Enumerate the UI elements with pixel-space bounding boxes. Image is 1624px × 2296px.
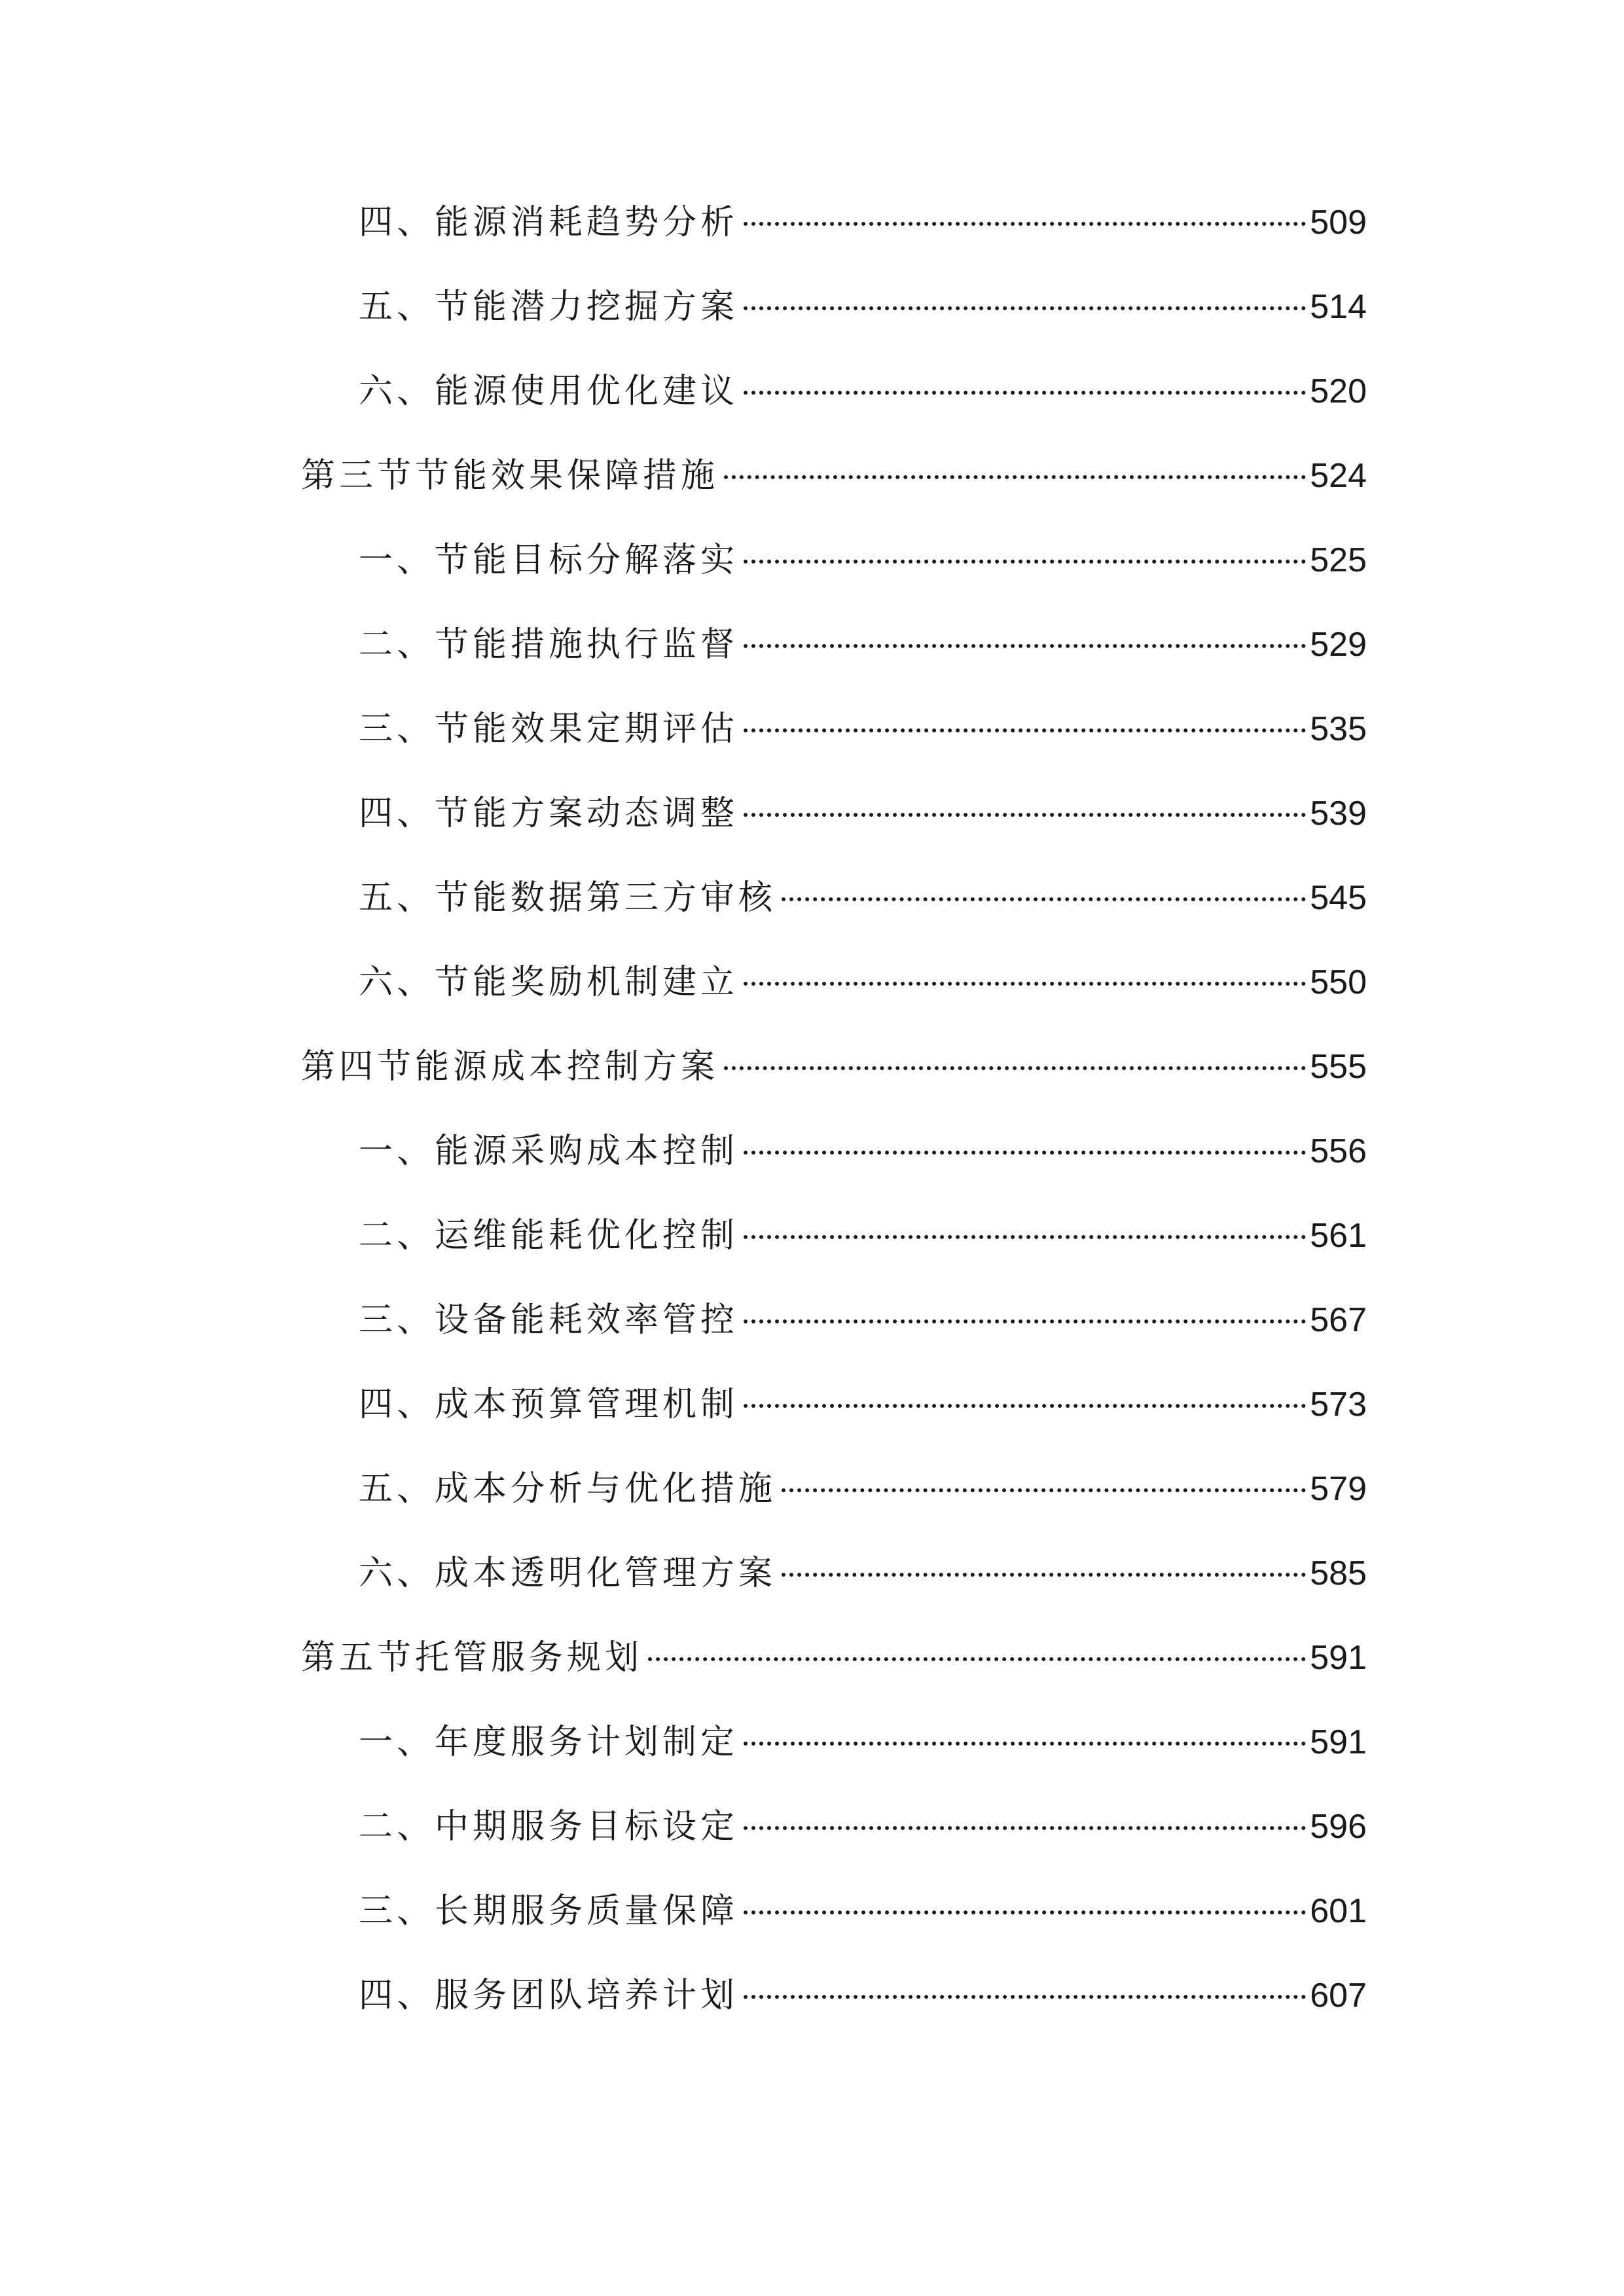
toc-entry-page-number: 573	[1310, 1386, 1367, 1424]
toc-dot-leader	[724, 475, 1306, 479]
toc-entry-page-number: 561	[1310, 1217, 1367, 1255]
toc-entry-title: 第五节托管服务规划	[301, 1638, 643, 1677]
toc-entry-title: 四、能源消耗趋势分析	[359, 203, 739, 242]
toc-subsection-entry[interactable]	[359, 703, 1367, 755]
toc-entry-title: 三、节能效果定期评估	[359, 709, 739, 749]
toc-dot-leader	[744, 728, 1306, 732]
toc-entry-title: 五、成本分析与优化措施	[359, 1469, 777, 1509]
toc-entry-title: 五、节能数据第三方审核	[359, 878, 777, 918]
toc-entry-page-number: 579	[1310, 1470, 1367, 1508]
toc-entry-page-number: 607	[1310, 1977, 1367, 2015]
toc-entry-page-number: 567	[1310, 1301, 1367, 1339]
toc-dot-leader	[744, 1235, 1306, 1239]
toc-dot-leader	[744, 1404, 1306, 1408]
toc-entry-page-number: 601	[1310, 1892, 1367, 1930]
toc-entry-title: 六、成本透明化管理方案	[359, 1554, 777, 1593]
toc-section-entry[interactable]	[301, 1632, 1367, 1684]
toc-entry-title: 五、节能潜力挖掘方案	[359, 287, 739, 327]
toc-section-entry[interactable]	[301, 450, 1367, 502]
toc-subsection-entry[interactable]	[359, 956, 1367, 1009]
toc-entry-title: 六、能源使用优化建议	[359, 372, 739, 411]
toc-entry-title: 三、长期服务质量保障	[359, 1892, 739, 1931]
toc-subsection-entry[interactable]	[359, 872, 1367, 924]
toc-subsection-entry[interactable]	[359, 1885, 1367, 1937]
toc-entry-page-number: 535	[1310, 710, 1367, 748]
toc-entry-title: 四、成本预算管理机制	[359, 1385, 739, 1424]
toc-subsection-entry[interactable]	[359, 281, 1367, 333]
toc-entry-title: 四、节能方案动态调整	[359, 794, 739, 833]
toc-entry-title: 一、能源采购成本控制	[359, 1132, 739, 1171]
toc-entry-page-number: 539	[1310, 795, 1367, 833]
toc-entry-page-number: 585	[1310, 1554, 1367, 1592]
toc-entry-page-number: 545	[1310, 879, 1367, 917]
toc-dot-leader	[744, 1910, 1306, 1914]
toc-subsection-entry[interactable]	[359, 1801, 1367, 1853]
toc-entry-title: 一、年度服务计划制定	[359, 1723, 739, 1762]
toc-dot-leader	[782, 1573, 1306, 1577]
toc-subsection-entry[interactable]	[359, 1294, 1367, 1346]
toc-entry-page-number: 591	[1310, 1723, 1367, 1761]
toc-entry-page-number: 596	[1310, 1808, 1367, 1846]
toc-entry-page-number: 529	[1310, 626, 1367, 664]
toc-dot-leader	[744, 1319, 1306, 1323]
toc-entry-page-number: 525	[1310, 541, 1367, 579]
toc-subsection-entry[interactable]	[359, 1547, 1367, 1600]
toc-entry-title: 三、设备能耗效率管控	[359, 1300, 739, 1340]
toc-dot-leader	[744, 644, 1306, 648]
toc-dot-leader	[648, 1657, 1306, 1661]
toc-entry-title: 二、运维能耗优化控制	[359, 1216, 739, 1255]
toc-entry-title: 第三节节能效果保障措施	[301, 456, 719, 495]
toc-entry-page-number: 509	[1310, 204, 1367, 242]
toc-dot-leader	[744, 1742, 1306, 1746]
toc-dot-leader	[724, 1066, 1306, 1070]
toc-subsection-entry[interactable]	[359, 1716, 1367, 1768]
toc-subsection-entry[interactable]	[359, 365, 1367, 418]
toc-dot-leader	[744, 391, 1306, 395]
toc-dot-leader	[744, 982, 1306, 986]
toc-subsection-entry[interactable]	[359, 534, 1367, 586]
toc-entry-page-number: 556	[1310, 1132, 1367, 1170]
toc-dot-leader	[744, 560, 1306, 564]
toc-subsection-entry[interactable]	[359, 1378, 1367, 1431]
toc-entry-title: 二、节能措施执行监督	[359, 625, 739, 664]
toc-entry-title: 第四节能源成本控制方案	[301, 1047, 719, 1086]
toc-entry-page-number: 591	[1310, 1639, 1367, 1677]
toc-entry-page-number: 555	[1310, 1048, 1367, 1086]
toc-entry-page-number: 550	[1310, 963, 1367, 1001]
toc-entry-title: 二、中期服务目标设定	[359, 1807, 739, 1846]
toc-subsection-entry[interactable]	[359, 1210, 1367, 1262]
toc-section-entry[interactable]	[301, 1041, 1367, 1093]
toc-subsection-entry[interactable]	[359, 1125, 1367, 1177]
toc-dot-leader	[744, 1995, 1306, 1999]
toc-dot-leader	[744, 222, 1306, 226]
toc-entry-page-number: 524	[1310, 457, 1367, 495]
toc-subsection-entry[interactable]	[359, 1463, 1367, 1515]
toc-subsection-entry[interactable]	[359, 619, 1367, 671]
toc-dot-leader	[744, 1826, 1306, 1830]
toc-dot-leader	[744, 813, 1306, 817]
toc-entry-page-number: 520	[1310, 372, 1367, 410]
toc-dot-leader	[744, 306, 1306, 310]
toc-entry-title: 六、节能奖励机制建立	[359, 963, 739, 1002]
toc-dot-leader	[782, 897, 1306, 901]
toc-dot-leader	[782, 1488, 1306, 1492]
toc-subsection-entry[interactable]	[359, 1969, 1367, 2022]
toc-entry-title: 一、节能目标分解落实	[359, 541, 739, 580]
toc-entry-title: 四、服务团队培养计划	[359, 1976, 739, 2015]
toc-subsection-entry[interactable]	[359, 196, 1367, 249]
toc-dot-leader	[744, 1151, 1306, 1155]
toc-subsection-entry[interactable]	[359, 787, 1367, 840]
toc-entry-page-number: 514	[1310, 288, 1367, 326]
